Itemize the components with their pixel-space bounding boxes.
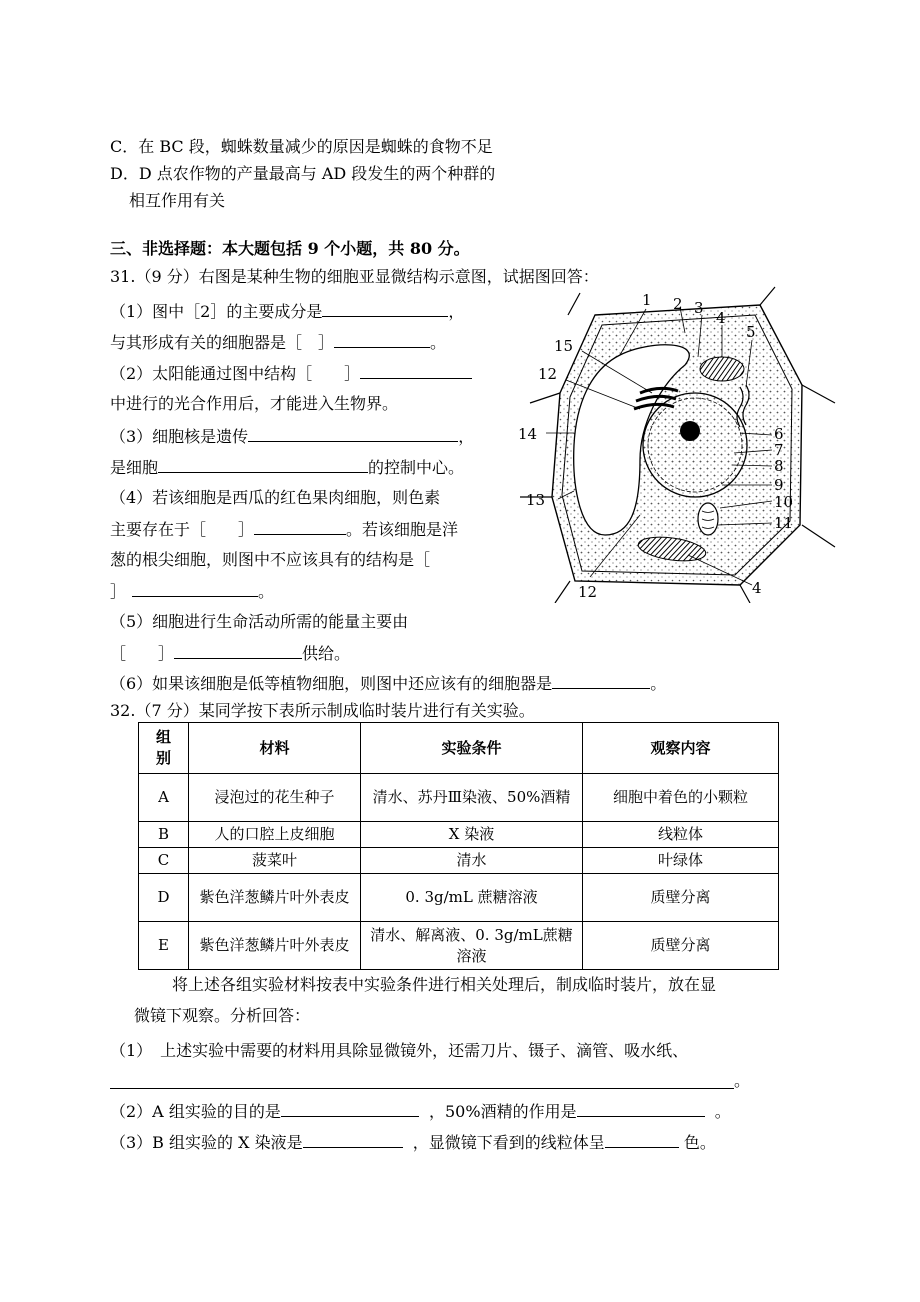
diagram-label: 10 <box>774 493 794 511</box>
table-cell: 0. 3g/mL 蔗糖溶液 <box>361 874 583 922</box>
q31-p5b: ［ ］ 供给。 <box>110 644 351 663</box>
table-row <box>139 874 779 922</box>
diagram-label: 5 <box>746 323 756 341</box>
table-cell: 线粒体 <box>583 822 779 848</box>
diagram-label: 3 <box>694 299 704 317</box>
diagram-label: 12 <box>578 583 598 601</box>
diagram-label: 4 <box>716 309 726 327</box>
table-cell: A <box>139 774 189 822</box>
table-row <box>139 848 779 874</box>
section-heading: 三、非选择题：本大题包括 9 个小题，共 80 分。 <box>110 239 470 258</box>
plant-cell-diagram <box>510 285 840 603</box>
diagram-label: 2 <box>673 295 683 313</box>
q32-intro: 32.（7 分）某同学按下表所示制成临时装片进行有关实验。 <box>110 701 535 720</box>
q31-p2b: 中进行的光合作用后，才能进入生物界。 <box>110 394 399 413</box>
table-cell: 人的口腔上皮细胞 <box>189 822 361 848</box>
q32-s2: （2）A 组实验的目的是 ，50%酒精的作用是 。 <box>110 1102 731 1121</box>
diagram-label: 4 <box>752 579 762 597</box>
q31-intro: 31.（9 分）右图是某种生物的细胞亚显微结构示意图，试据图回答： <box>110 267 599 286</box>
table-row <box>139 822 779 848</box>
mitochondrion <box>698 503 718 535</box>
table-cell: 清水、解离液、0. 3g/mL蔗糖溶液 <box>361 922 583 970</box>
diagram-label: 14 <box>518 425 538 443</box>
table-cell: C <box>139 848 189 874</box>
diagram-label: 6 <box>774 425 784 443</box>
q31-p4a: （4）若该细胞是西瓜的红色果肉细胞，则色素 <box>110 488 441 507</box>
diagram-label: 7 <box>774 441 784 459</box>
table-row <box>139 922 779 970</box>
q31-p4c: 葱的根尖细胞，则图中不应该具有的结构是［ <box>110 550 431 569</box>
table-cell: 紫色洋葱鳞片叶外表皮 <box>189 874 361 922</box>
q31-p2a: （2）太阳能通过图中结构［ ］ <box>110 362 472 385</box>
table-cell: D <box>139 874 189 922</box>
diagram-label: 12 <box>538 365 558 383</box>
chloroplast <box>700 357 744 381</box>
table-cell: 清水 <box>361 848 583 874</box>
table-cell: X 染液 <box>361 822 583 848</box>
option-d: D．D 点农作物的产量最高与 AD 段发生的两个种群的 <box>110 164 496 183</box>
table-cell: 叶绿体 <box>583 848 779 874</box>
answer-blank[interactable] <box>158 456 368 473</box>
option-d-cont: 相互作用有关 <box>129 191 226 210</box>
answer-line[interactable] <box>110 1088 734 1089</box>
answer-blank[interactable] <box>322 300 448 317</box>
table-row <box>139 774 779 822</box>
col-header-observation: 观察内容 <box>583 723 779 774</box>
answer-blank[interactable] <box>605 1131 679 1148</box>
table-cell: B <box>139 822 189 848</box>
table-cell: 细胞中着色的小颗粒 <box>583 774 779 822</box>
answer-blank[interactable] <box>360 362 472 379</box>
option-c: C．在 BC 段，蜘蛛数量减少的原因是蜘蛛的食物不足 <box>110 137 493 156</box>
q31-p3b: 是细胞 的控制中心。 <box>110 458 465 477</box>
table-header-row <box>139 723 779 774</box>
q31-p5a: （5）细胞进行生命活动所需的能量主要由 <box>110 612 409 631</box>
experiment-table <box>138 722 779 970</box>
table-cell: E <box>139 922 189 970</box>
table-cell: 清水、苏丹Ⅲ染液、50%酒精 <box>361 774 583 822</box>
q32-s1: （1） 上述实验中需要的材料用具除显微镜外，还需刀片、镊子、滴管、吸水纸、 <box>110 1041 689 1060</box>
q31-p1b: 与其形成有关的细胞器是［ ］ 。 <box>110 333 447 352</box>
answer-blank[interactable] <box>281 1100 419 1117</box>
diagram-label: 8 <box>774 457 784 475</box>
col-header-material: 材料 <box>189 723 361 774</box>
diagram-label: 15 <box>554 337 574 355</box>
answer-blank[interactable] <box>303 1131 403 1148</box>
q31-p4b: 主要存在于［ ］ 。若该细胞是洋 <box>110 520 459 539</box>
table-cell: 菠菜叶 <box>189 848 361 874</box>
diagram-label: 9 <box>774 476 784 494</box>
q31-p1a: （1）图中［2］的主要成分是 ， <box>110 302 465 321</box>
table-cell: 质壁分离 <box>583 922 779 970</box>
q32-para-2: 微镜下观察。分析回答： <box>134 1006 311 1025</box>
nucleus <box>643 393 747 497</box>
q31-p3a: （3）细胞核是遗传 ， <box>110 427 475 446</box>
col-header-group: 组 别 <box>139 723 189 774</box>
q32-s1-end: 。 <box>734 1071 751 1090</box>
table-cell: 浸泡过的花生种子 <box>189 774 361 822</box>
answer-blank[interactable] <box>334 331 430 348</box>
answer-blank[interactable] <box>174 642 302 659</box>
answer-blank[interactable] <box>552 672 650 689</box>
diagram-label: 1 <box>642 291 652 309</box>
q32-s3: （3）B 组实验的 X 染液是 ，显微镜下看到的线粒体呈 色。 <box>110 1133 716 1152</box>
diagram-label: 13 <box>526 491 546 509</box>
table-cell: 质壁分离 <box>583 874 779 922</box>
nucleolus <box>680 421 700 441</box>
answer-blank[interactable] <box>248 425 458 442</box>
answer-blank[interactable] <box>254 518 346 535</box>
table-cell: 紫色洋葱鳞片叶外表皮 <box>189 922 361 970</box>
diagram-label: 11 <box>774 514 794 532</box>
col-header-condition: 实验条件 <box>361 723 583 774</box>
answer-blank[interactable] <box>132 580 258 597</box>
answer-blank[interactable] <box>577 1100 705 1117</box>
q31-p6: （6）如果该细胞是低等植物细胞，则图中还应该有的细胞器是 。 <box>110 674 667 693</box>
q31-p4d: ］ 。 <box>110 582 275 601</box>
q32-para-1: 将上述各组实验材料按表中实验条件进行相关处理后，制成临时装片，放在显 <box>172 975 717 994</box>
